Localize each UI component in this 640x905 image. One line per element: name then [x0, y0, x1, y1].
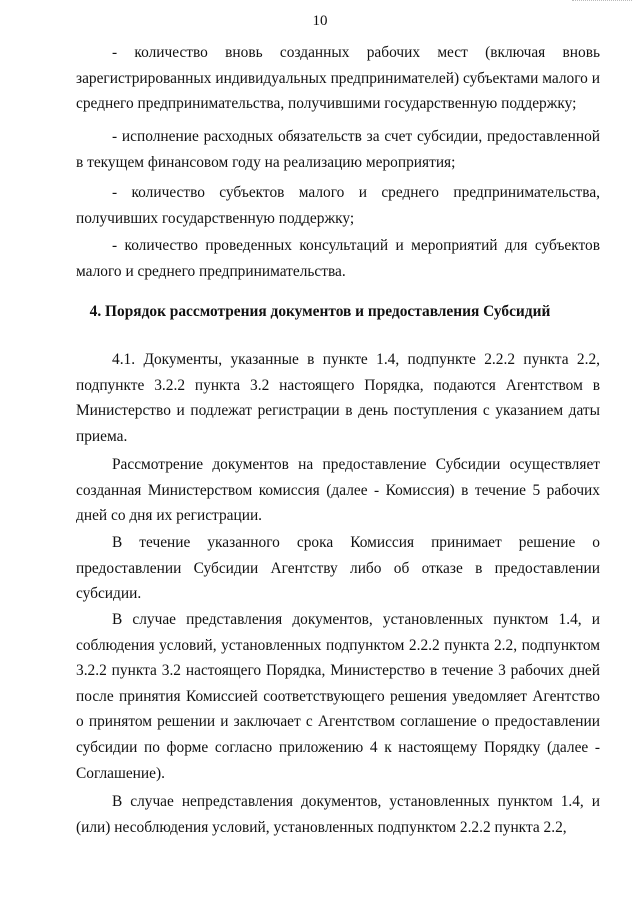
- paragraph-agreement: В случае представления документов, установленных пунктом 1.4, и соблюдения условий, установленных подпунктом 2.2.2 пункта 2.2, подпунктом 3.2.2 пункта 3.2 настоящего Порядка, Министерство в течение 3 рабочих дней после принятия Комиссией соответствующего решения уведомляет Агентство о принятом решении и заключает с Агентством соглашение о предоставлении субсидии по форме согласно приложению 4 к настоящему Порядку (далее - Соглашение).: [76, 611, 600, 782]
- paragraph-decision: В течение указанного срока Комиссия принимает решение о предоставлении Субсидии Агентству либо об отказе в предоставлении субсидии.: [76, 534, 600, 603]
- paragraph-commission: Рассмотрение документов на предоставление Субсидии осуществляет созданная Министерством комиссия (далее - Комиссия) в течение 5 рабочих дней со дня их регистрации.: [76, 456, 600, 525]
- paragraph-refusal: В случае непредставления документов, установленных пунктом 1.4, и (или) несоблюдения условий, установленных подпунктом 2.2.2 пункта 2.2,: [76, 793, 600, 836]
- bullet-item-1: - количество вновь созданных рабочих мест (включая вновь зарегистрированных индивидуальных предпринимателей) субъектами малого и среднего предпринимательства, получившими государственную поддержку;: [76, 44, 600, 113]
- bullet-item-4: - количество проведенных консультаций и мероприятий для субъектов малого и среднего предпринимательства.: [76, 237, 600, 280]
- scan-artifact: [572, 0, 632, 3]
- bullet-item-2: - исполнение расходных обязательств за счет субсидии, предоставленной в текущем финансовом году на реализацию мероприятия;: [76, 128, 600, 171]
- section-heading: 4. Порядок рассмотрения документов и предоставления Субсидий: [89, 303, 551, 320]
- bullet-item-3: - количество субъектов малого и среднего предпринимательства, получивших государственную поддержку;: [76, 184, 600, 227]
- page-number: 10: [312, 13, 328, 29]
- paragraph-4-1: 4.1. Документы, указанные в пункте 1.4, подпункте 2.2.2 пункта 2.2, подпункте 3.2.2 пункта 3.2 настоящего Порядка, подаются Агентством в Министерство и подлежат регистрации в день поступления с указанием даты приема.: [76, 351, 600, 445]
